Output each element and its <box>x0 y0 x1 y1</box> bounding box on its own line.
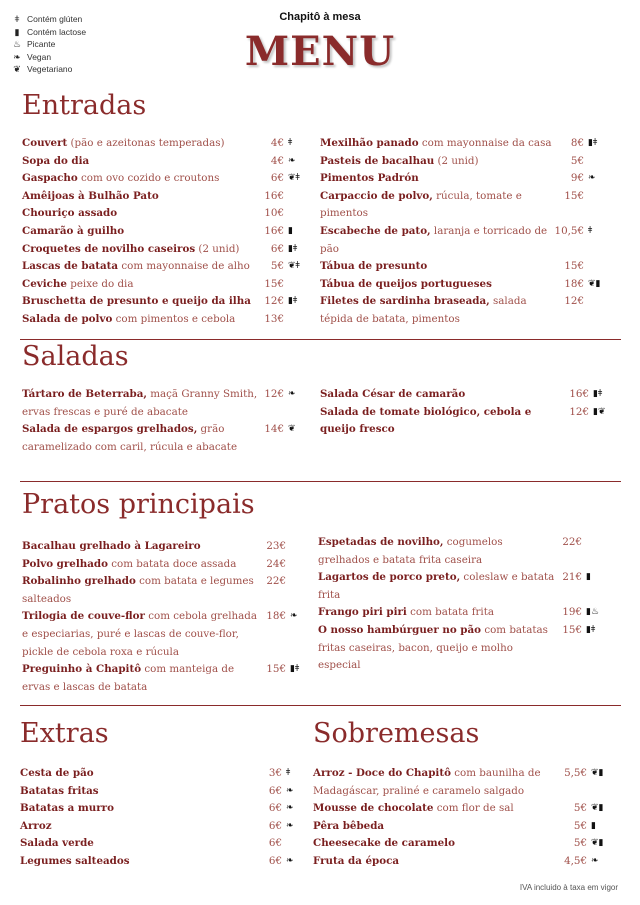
menu-item-name: Mousse de chocolate <box>313 802 434 815</box>
menu-item <box>20 853 308 871</box>
allergen-icons: ❧ <box>286 785 294 796</box>
menu-item-text <box>22 241 265 259</box>
menu-item <box>22 386 310 421</box>
menu-item-description: com mayonnaise da casa <box>418 137 552 149</box>
allergen-icons: ❧ <box>588 173 596 184</box>
menu-item-description: (2 unid) <box>434 154 479 167</box>
menu-item-price: 22€ <box>266 575 286 588</box>
allergen-icons: ❧ <box>286 855 294 866</box>
menu-item-price: 12€ <box>264 295 284 308</box>
menu-item-text <box>20 818 263 836</box>
menu-item <box>313 800 613 818</box>
menu-item-text <box>320 170 565 188</box>
allergen-icons: ▮ <box>586 572 591 583</box>
menu-item <box>318 604 608 622</box>
menu-item-name: Lascas de batata <box>22 260 119 273</box>
menu-item-price: 4€ <box>270 137 284 149</box>
menu-item-name: Salada de polvo <box>22 312 113 325</box>
menu-item <box>22 276 310 294</box>
menu-item-price: 24€ <box>266 557 286 570</box>
menu-item-text <box>320 404 563 439</box>
allergen-icons: ❧ <box>290 611 298 622</box>
menu-item-description: (pão e azeitonas temperadas) <box>67 137 225 149</box>
menu-item-price: 6€ <box>270 242 284 255</box>
menu-item-description: maçã Granny Smith, ervas frescas e puré de abacate <box>22 388 258 418</box>
menu-item <box>20 800 308 818</box>
menu-item <box>320 153 610 171</box>
menu-item-description: com manteiga de ervas e lascas de batata <box>22 663 235 693</box>
entradas-right-column <box>320 135 610 329</box>
section-title-saladas: Saladas <box>22 341 129 372</box>
menu-item-name: Batatas a murro <box>20 802 114 815</box>
menu-item-text <box>22 170 265 188</box>
menu-item <box>320 170 610 188</box>
menu-item-description: com pimentos e cebola <box>112 312 236 325</box>
menu-item <box>22 608 312 661</box>
menu-item-price: 16€ <box>264 189 284 202</box>
menu-item <box>313 818 613 836</box>
menu-item-description: com batata doce assada <box>108 557 237 570</box>
menu-item-description: (2 unid) <box>195 242 240 255</box>
allergen-icons: ❦▮ <box>591 803 604 814</box>
menu-item-name: O nosso hambúrguer no pão <box>318 623 482 636</box>
menu-item-name: Arroz <box>20 819 52 832</box>
allergen-icons: ▮ǂ <box>586 624 596 635</box>
menu-item-name: Ceviche <box>22 277 67 290</box>
allergen-icons: ❦▮ <box>591 768 604 778</box>
menu-item-name: Escabeche de pato, <box>320 224 431 237</box>
allergen-icons: ▮ǂ <box>288 296 298 307</box>
menu-item-price: 14€ <box>264 423 284 436</box>
menu-item-text <box>313 818 568 836</box>
menu-item-name: Pimentos Padrón <box>320 172 419 185</box>
menu-item-name: Salada de espargos grelhados, <box>22 423 198 436</box>
menu-item-name: Chouriço assado <box>22 207 118 220</box>
menu-item-name: Bruschetta de presunto e queijo da ilha <box>22 295 251 308</box>
menu-item <box>320 188 610 223</box>
menu-item-name: Amêijoas à Bulhão Pato <box>22 189 159 202</box>
pratos-right-column <box>318 534 608 675</box>
menu-item <box>320 258 610 276</box>
menu-item-price: 10,5€ <box>554 224 584 237</box>
menu-item-text <box>22 223 258 241</box>
menu-item <box>320 276 610 294</box>
menu-item <box>22 556 312 574</box>
menu-item-text <box>313 800 568 818</box>
menu-item <box>318 622 608 675</box>
menu-item-description: com ovo cozido e croutons <box>77 172 220 185</box>
menu-item-text <box>22 293 258 311</box>
menu-item-text <box>22 205 258 223</box>
menu-item-text <box>313 835 568 853</box>
menu-item-name: Legumes salteados <box>20 854 130 867</box>
menu-item-name: Sopa do dia <box>22 154 90 167</box>
tax-note: IVA incluido à taxa em vigor <box>519 883 618 892</box>
menu-item <box>20 783 308 801</box>
menu-item <box>20 835 308 853</box>
menu-item-price: 15€ <box>266 663 286 676</box>
leaves-icon: ❦ <box>13 64 21 74</box>
menu-item-price: 15€ <box>562 623 582 636</box>
menu-item <box>318 569 608 604</box>
menu-item-text <box>20 765 263 783</box>
menu-item-price: 6€ <box>268 819 282 832</box>
menu-item-price: 6€ <box>268 837 282 850</box>
menu-item-name: Espetadas de novilho, <box>318 536 444 548</box>
menu-item-name: Frango piri piri <box>318 606 407 619</box>
section-title-extras: Extras <box>20 718 109 749</box>
menu-item-name: Croquetes de novilho caseiros <box>22 242 196 255</box>
menu-item-price: 4€ <box>270 154 284 167</box>
menu-item-text <box>313 853 558 871</box>
allergen-icons: ❧ <box>591 855 599 866</box>
menu-item-text <box>22 311 258 329</box>
menu-item-price: 5€ <box>573 837 587 850</box>
menu-item-description: salada tépida de batata, pimentos <box>320 295 527 325</box>
menu-item <box>313 765 613 800</box>
menu-item-text <box>320 293 558 328</box>
allergen-icons: ▮ǂ <box>290 664 300 675</box>
menu-item-description: com baunilha de Madagáscar, praliné e caramelo salgado <box>313 767 541 797</box>
menu-item <box>22 135 310 153</box>
allergen-icons: ǂ <box>588 225 593 236</box>
allergen-icons: ▮ǂ <box>588 138 598 148</box>
menu-item-name: Filetes de sardinha braseada, <box>320 295 490 308</box>
menu-item-description: com batata e legumes salteados <box>22 575 254 605</box>
menu-item-name: Pêra bêbeda <box>313 819 385 832</box>
menu-item-price: 6€ <box>268 802 282 815</box>
pratos-left-column <box>22 538 312 696</box>
menu-item <box>22 241 310 259</box>
menu-item-name: Trilogia de couve-flor <box>22 610 145 623</box>
allergen-icons: ▮ǂ <box>288 243 298 254</box>
menu-item-name: Tábua de queijos portugueses <box>320 277 492 290</box>
menu-item-text <box>22 386 258 421</box>
menu-item <box>22 573 312 608</box>
menu-item-description: com batatas fritas caseiras, bacon, queijo e molho especial <box>318 623 548 672</box>
menu-item-text <box>22 188 258 206</box>
menu-item-description: com mayonnaise de alho <box>118 260 250 273</box>
allergen-icons: ▮♨ <box>586 607 600 618</box>
menu-item-price: 16€ <box>569 388 589 400</box>
legend-label: Picante <box>27 39 56 49</box>
allergen-icons: ǂ <box>288 138 293 148</box>
menu-item-name: Salada de tomate biológico, cebola e queijo fresco <box>320 405 532 436</box>
wheat-icon: ǂ <box>14 14 20 24</box>
menu-item-price: 18€ <box>266 610 286 623</box>
legend-label: Contém lactose <box>27 26 87 37</box>
allergen-icons: ❦▮ <box>591 838 604 849</box>
divider <box>20 481 621 482</box>
menu-item-price: 12€ <box>264 388 284 400</box>
allergen-icons: ▮❦ <box>593 406 606 417</box>
section-title-pratos: Pratos principais <box>22 489 255 520</box>
menu-item-name: Bacalhau grelhado à Lagareiro <box>22 540 201 552</box>
menu-item-text <box>20 853 263 871</box>
allergen-icons: ❧ <box>288 389 296 399</box>
menu-item-price: 10€ <box>264 207 284 220</box>
menu-item-name: Robalinho grelhado <box>22 575 136 588</box>
menu-item-text <box>318 622 556 675</box>
extras-column <box>20 765 308 871</box>
section-title-sobremesas: Sobremesas <box>313 718 480 749</box>
allergen-icons: ❦ǂ <box>288 173 300 184</box>
menu-item-price: 8€ <box>570 137 584 149</box>
menu-item-price: 3€ <box>268 767 282 779</box>
menu-item-price: 4,5€ <box>564 854 587 867</box>
menu-item-text <box>20 800 263 818</box>
menu-item-text <box>20 783 263 801</box>
menu-item-name: Preguinho à Chapitô <box>22 663 142 676</box>
brand-logo: Chapitô à mesa <box>279 11 361 23</box>
page-title: MENU <box>244 28 396 75</box>
menu-item-text <box>320 223 549 258</box>
milk-icon: ▮ <box>14 26 20 37</box>
menu-item-name: Camarão à guilho <box>22 224 125 237</box>
menu-item-price: 12€ <box>569 405 589 418</box>
menu-item-description: grão caramelizado com caril, rúcula e abacate <box>22 423 238 453</box>
menu-item-text <box>320 386 563 404</box>
menu-item-description: cogumelos grelhados e batata frita caseira <box>318 536 503 566</box>
menu-item-text <box>318 604 556 622</box>
menu-item-text <box>320 258 558 276</box>
menu-item-name: Mexilhão panado <box>320 137 419 149</box>
menu-item <box>320 404 615 439</box>
legend-label: Vegetariano <box>27 64 73 74</box>
menu-item <box>22 223 310 241</box>
allergen-icons: ▮ <box>591 820 596 831</box>
menu-item-name: Tártaro de Beterraba, <box>22 388 147 400</box>
entradas-left-column <box>22 135 310 329</box>
allergen-icons: ❦▮ <box>588 278 601 289</box>
menu-item <box>22 661 312 696</box>
menu-item <box>22 258 310 276</box>
legend-label: Contém glúten <box>27 14 83 24</box>
menu-item <box>320 135 610 153</box>
menu-item-name: Tábua de presunto <box>320 260 428 273</box>
menu-item-price: 23€ <box>266 540 286 552</box>
section-title-entradas: Entradas <box>22 90 147 121</box>
menu-item-name: Fruta da época <box>313 854 400 867</box>
menu-item-price: 22€ <box>562 536 582 548</box>
allergen-icons: ▮ <box>288 225 293 236</box>
divider <box>20 339 621 340</box>
menu-item <box>22 153 310 171</box>
menu-item <box>22 293 310 311</box>
menu-item-text <box>320 276 558 294</box>
menu-item-text <box>313 765 558 800</box>
menu-item-description: coleslaw e batata frita <box>318 571 555 601</box>
menu-item-price: 6€ <box>268 854 282 867</box>
allergen-icons: ❧ <box>288 155 296 166</box>
menu-item-price: 5€ <box>570 154 584 167</box>
allergen-icons: ǂ <box>286 768 291 778</box>
allergen-icons: ❧ <box>286 820 294 831</box>
saladas-right-column <box>320 386 615 439</box>
chili-icon: ♨ <box>12 39 22 49</box>
menu-item-price: 19€ <box>562 606 582 619</box>
menu-item-price: 13€ <box>264 312 284 325</box>
menu-item <box>22 170 310 188</box>
menu-item-price: 5€ <box>573 802 587 815</box>
menu-item-text <box>22 135 265 153</box>
menu-item-price: 12€ <box>564 295 584 308</box>
menu-item-text <box>22 538 260 556</box>
menu-item-name: Gaspacho <box>22 172 78 185</box>
menu-item-text <box>22 608 260 661</box>
menu-item <box>313 835 613 853</box>
menu-item <box>22 421 310 456</box>
allergen-icons: ❧ <box>286 803 294 814</box>
menu-item-name: Couvert <box>22 137 68 149</box>
menu-item-price: 15€ <box>564 260 584 273</box>
menu-item-price: 6€ <box>270 172 284 185</box>
menu-item-price: 21€ <box>562 571 582 584</box>
menu-item-description: rúcula, tomate e pimentos <box>320 189 522 220</box>
menu-item-text <box>318 569 556 604</box>
menu-item-name: Lagartos de porco preto, <box>318 571 461 584</box>
menu-item <box>20 818 308 836</box>
menu-item-description: com cebola grelhada e especiarias, puré e lascas de couve-flor, pickle de cebola roxa e rúcula <box>22 610 257 658</box>
menu-item <box>22 311 310 329</box>
menu-item-price: 16€ <box>264 224 284 237</box>
menu-item-name: Salada verde <box>20 837 94 850</box>
menu-item-text <box>22 573 260 608</box>
menu-item-text <box>22 276 258 294</box>
allergen-icons: ▮ǂ <box>593 389 603 399</box>
menu-item-name: Batatas fritas <box>20 784 99 797</box>
menu-item-name: Arroz - Doce do Chapitô <box>313 767 451 779</box>
menu-item-text <box>320 188 558 223</box>
menu-item-description: peixe do dia <box>66 277 134 290</box>
menu-item-text <box>20 835 263 853</box>
menu-item <box>318 534 608 569</box>
menu-item-name: Carpaccio de polvo, <box>320 189 433 202</box>
menu-item-price: 15€ <box>564 189 584 202</box>
menu-item <box>320 386 615 404</box>
menu-item-price: 5€ <box>270 260 284 273</box>
menu-item-price: 5€ <box>573 819 587 832</box>
sobremesas-column <box>313 765 613 871</box>
allergen-icons: ❦ǂ <box>288 261 300 272</box>
menu-item <box>22 538 312 556</box>
menu-item-text <box>320 153 565 171</box>
menu-item-description: com flor de sal <box>433 802 514 815</box>
menu-item-price: 9€ <box>570 172 584 185</box>
legend-label: Vegan <box>27 51 52 62</box>
menu-item-price: 6€ <box>268 784 282 797</box>
menu-item <box>20 765 308 783</box>
menu-item <box>320 293 610 328</box>
menu-item <box>22 205 310 223</box>
menu-item-name: Salada César de camarão <box>320 388 466 400</box>
menu-item-name: Cheesecake de caramelo <box>313 837 455 850</box>
menu-item-price: 15€ <box>264 277 284 290</box>
menu-item-text <box>318 534 556 569</box>
menu-item-text <box>22 556 260 574</box>
menu-item-price: 5,5€ <box>564 767 587 779</box>
menu-item-name: Pasteis de bacalhau <box>320 154 435 167</box>
menu-item-name: Polvo grelhado <box>22 557 108 570</box>
menu-item <box>320 223 610 258</box>
leaf-icon: ❧ <box>13 51 21 62</box>
menu-item <box>313 853 613 871</box>
allergen-icons: ❦ <box>288 424 296 435</box>
menu-item-text <box>22 258 265 276</box>
menu-item-name: Cesta de pão <box>20 767 94 779</box>
divider <box>20 705 621 706</box>
menu-item-text <box>22 661 260 696</box>
menu-item-description: laranja e torricado de pão <box>320 224 548 255</box>
menu-item-description: com batata frita <box>406 606 494 619</box>
menu-item-text <box>22 153 265 171</box>
menu-item-price: 18€ <box>564 277 584 290</box>
menu-item-text <box>22 421 258 456</box>
menu-item-text <box>320 135 565 153</box>
saladas-left-column <box>22 386 310 456</box>
menu-item <box>22 188 310 206</box>
